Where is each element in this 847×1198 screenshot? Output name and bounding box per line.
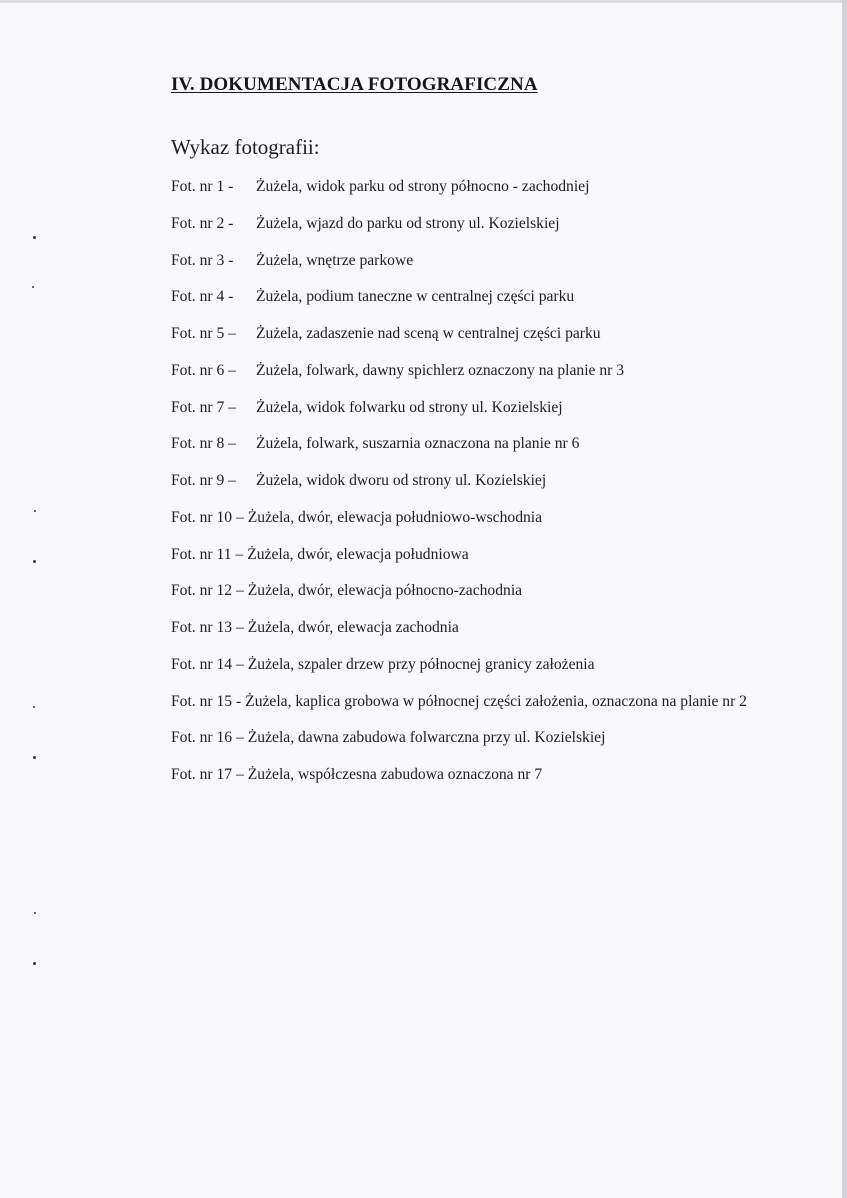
photo-number: Fot. nr 15 - — [171, 692, 242, 710]
photo-description: Żużela, dwór, elewacja południowa — [247, 545, 469, 563]
list-item — [171, 213, 747, 250]
photo-number: Fot. nr 13 – — [171, 619, 244, 636]
list-item — [171, 433, 747, 470]
photo-description: Żużela, wnętrze parkowe — [256, 251, 414, 269]
list-item — [171, 397, 747, 434]
list-item — [171, 360, 747, 397]
scan-speck — [33, 756, 36, 759]
photo-description: Żużela, widok dworu od strony ul. Kozielskiej — [256, 472, 547, 489]
photo-number: Fot. nr 6 – — [171, 361, 236, 379]
photo-description: Żużela, widok folwarku od strony ul. Kozielskiej — [256, 398, 563, 416]
list-item — [171, 727, 747, 764]
photo-number: Fot. nr 4 - — [171, 288, 234, 306]
photo-description: Żużela, szpaler drzew przy północnej granicy założenia — [247, 655, 595, 673]
list-item — [171, 507, 747, 544]
scan-speck — [33, 706, 35, 708]
photo-description: Żużela, dwór, elewacja zachodnia — [247, 619, 459, 636]
photo-description: Żużela, widok parku od strony północno - zachodniej — [256, 178, 590, 195]
scan-speck — [32, 286, 34, 288]
photo-number: Fot. nr 9 – — [171, 472, 236, 489]
photo-list — [171, 176, 747, 801]
photo-description: Żużela, dwór, elewacja północno-zachodnia — [247, 582, 523, 600]
list-item — [171, 617, 747, 654]
scan-speck — [34, 912, 36, 914]
section-subtitle: Wykaz fotografii: — [171, 135, 320, 159]
photo-description: Żużela, współczesna zabudowa oznaczona nr 7 — [247, 766, 543, 783]
scan-right-edge — [842, 0, 847, 1198]
scan-speck — [33, 560, 36, 563]
page-title: IV. DOKUMENTACJA FOTOGRAFICZNA — [171, 74, 538, 95]
list-item — [171, 176, 747, 213]
photo-number: Fot. nr 11 – — [171, 545, 244, 563]
photo-description: Żużela, folwark, dawny spichlerz oznaczony na planie nr 3 — [256, 361, 625, 379]
list-item — [171, 250, 747, 287]
photo-description: Żużela, wjazd do parku od strony ul. Kozielskiej — [256, 214, 560, 232]
photo-description: Żużela, folwark, suszarnia oznaczona na planie nr 6 — [256, 435, 580, 453]
photo-number: Fot. nr 2 - — [171, 214, 234, 232]
photo-number: Fot. nr 1 - — [171, 178, 234, 195]
list-item — [171, 323, 747, 360]
photo-number: Fot. nr 14 – — [171, 655, 244, 673]
photo-description: Żużela, zadaszenie nad sceną w centralnej części parku — [256, 325, 601, 342]
photo-description: Żużela, kaplica grobowa w północnej części założenia, oznaczona na planie nr 2 — [245, 692, 747, 710]
list-item — [171, 764, 747, 801]
photo-number: Fot. nr 8 – — [171, 435, 236, 453]
photo-number: Fot. nr 5 – — [171, 325, 236, 342]
list-item — [171, 654, 747, 691]
photo-number: Fot. nr 16 – — [171, 729, 244, 747]
scan-top-edge — [0, 0, 847, 3]
list-item — [171, 544, 747, 581]
photo-number: Fot. nr 3 - — [171, 251, 234, 269]
photo-number: Fot. nr 10 – — [171, 508, 244, 526]
list-item — [171, 286, 747, 323]
scan-speck — [33, 962, 36, 965]
scan-speck — [33, 236, 36, 239]
list-item — [171, 580, 747, 617]
photo-description: Żużela, dwór, elewacja południowo-wschodnia — [247, 508, 543, 526]
photo-description: Żużela, podium taneczne w centralnej części parku — [256, 288, 575, 306]
scan-speck — [34, 510, 36, 512]
list-item — [171, 470, 747, 507]
photo-description: Żużela, dawna zabudowa folwarczna przy ul. Kozielskiej — [247, 729, 606, 747]
photo-number: Fot. nr 17 – — [171, 766, 244, 783]
list-item — [171, 691, 747, 728]
photo-number: Fot. nr 12 – — [171, 582, 244, 600]
photo-number: Fot. nr 7 – — [171, 398, 236, 416]
